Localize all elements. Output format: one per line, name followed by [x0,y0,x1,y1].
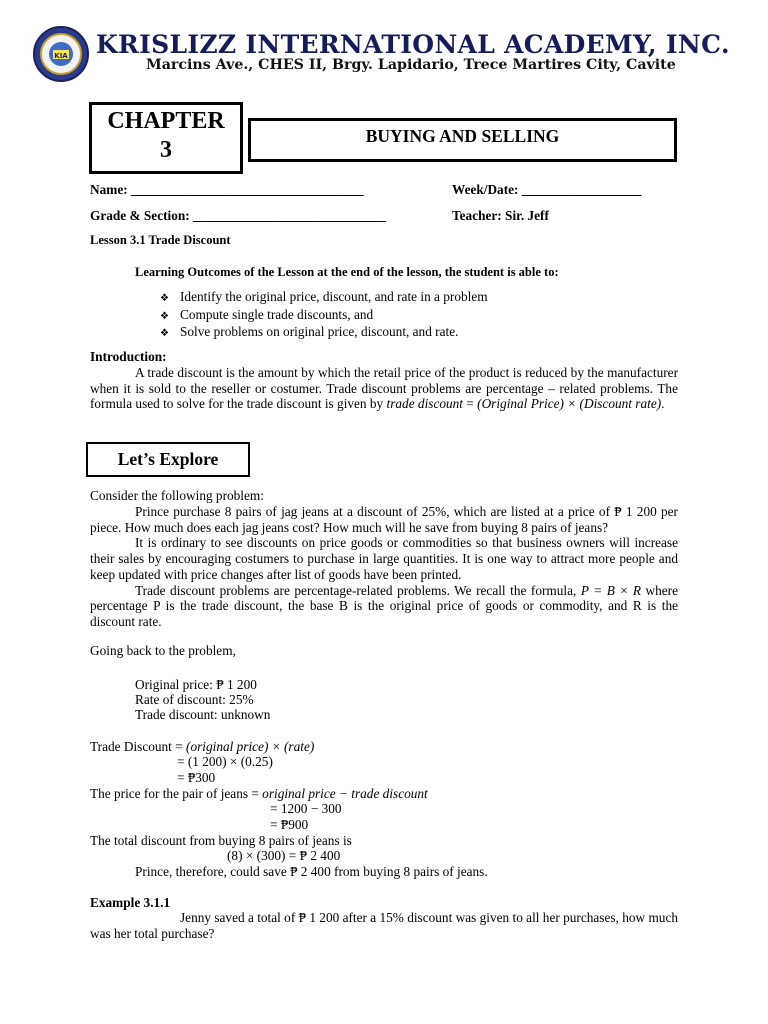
price-equation: The price for the pair of jeans = original price − trade discount [90,786,428,801]
given-trade-discount: Trade discount: unknown [135,707,271,722]
example-label: Example 3.1.1 [90,895,171,910]
trade-discount-equation: Trade Discount = (original price) × (rate) [90,739,315,754]
name-field: Name: ___________________________________ [90,182,364,197]
school-logo [32,25,90,83]
list-item: ❖ Identify the original price, discount, and rate in a problem [160,289,488,307]
grade-section-field: Grade & Section: _____________________________ [90,208,386,223]
explore-paragraphs [90,504,678,630]
trade-discount-step-3: = ₱300 [177,770,216,785]
introduction-paragraph: A trade discount is the amount by which the retail price of the product is reduced by the manufacturer when it is sold to the reseller or costumer. Trade discount problems are percentage – related problems. The formula used to solve for the trade discount is given by trade discount = (Original Price) × (Discount rate). [90,365,678,412]
teacher-field: Teacher: Sir. Jeff [452,208,549,223]
problem-paragraph: Prince purchase 8 pairs of jag jeans at a discount of 25%, which are listed at a price of ₱ 1 200 per piece. How much does each jag jeans cost? How much will he save from buying 8 pairs of jeans? [90,504,678,535]
diamond-bullet-icon: ❖ [160,310,169,322]
formula-rhs: (Original Price) × (Discount rate) [477,396,662,412]
introduction-heading: Introduction: [90,349,167,364]
school-name: KRISLIZZ INTERNATIONAL ACADEMY, INC. [96,30,730,59]
chapter-title: BUYING AND SELLING [248,118,677,162]
lesson-title: Lesson 3.1 Trade Discount [90,233,231,247]
total-discount-expression: (8) × (300) = ₱ 2 400 [227,848,341,863]
school-address: Marcins Ave., CHES II, Brgy. Lapidario, Trece Martires City, Cavite [146,57,676,73]
ordinary-paragraph: It is ordinary to see discounts on price goods or commodities so that business owners will increase their sales by encouraging costumers to purchase in large quantities. It is one way to attract more people and keep updated with price changes after list of goods have been printed. [90,535,678,582]
going-back-line: Going back to the problem, [90,643,236,658]
list-item: ❖ Compute single trade discounts, and [160,307,488,325]
trade-discount-step-2: = (1 200) × (0.25) [177,754,273,769]
total-discount-line: The total discount from buying 8 pairs of jeans is [90,833,352,848]
formula-paragraph: Trade discount problems are percentage-related problems. We recall the formula, P = B × R where percentage P is the trade discount, the base B is the original price of goods or commodity, and R is the discount rate. [90,582,678,629]
consider-line: Consider the following problem: [90,488,264,503]
chapter-label: CHAPTER [107,108,225,134]
svg-text:KIA: KIA [54,52,68,60]
price-step-2: = 1200 − 300 [270,801,342,816]
given-rate: Rate of discount: 25% [135,692,254,707]
outcomes-list [160,289,488,342]
formula-lhs: trade discount [386,396,463,412]
given-original-price: Original price: ₱ 1 200 [135,677,257,692]
lets-explore-box: Let’s Explore [86,442,250,477]
conclusion-line: Prince, therefore, could save ₱ 2 400 from buying 8 pairs of jeans. [135,864,488,879]
outcomes-heading: Learning Outcomes of the Lesson at the end of the lesson, the student is able to: [135,265,559,279]
price-step-3: = ₱900 [270,817,309,832]
chapter-number: 3 [160,137,172,163]
week-date-field: Week/Date: __________________ [452,182,642,197]
chapter-box [89,102,243,174]
example-paragraph: Jenny saved a total of ₱ 1 200 after a 15% discount was given to all her purchases, how much was her total purchase? [90,910,678,941]
list-item: ❖ Solve problems on original price, discount, and rate. [160,324,488,342]
diamond-bullet-icon: ❖ [160,328,169,339]
diamond-bullet-icon: ❖ [160,293,169,304]
